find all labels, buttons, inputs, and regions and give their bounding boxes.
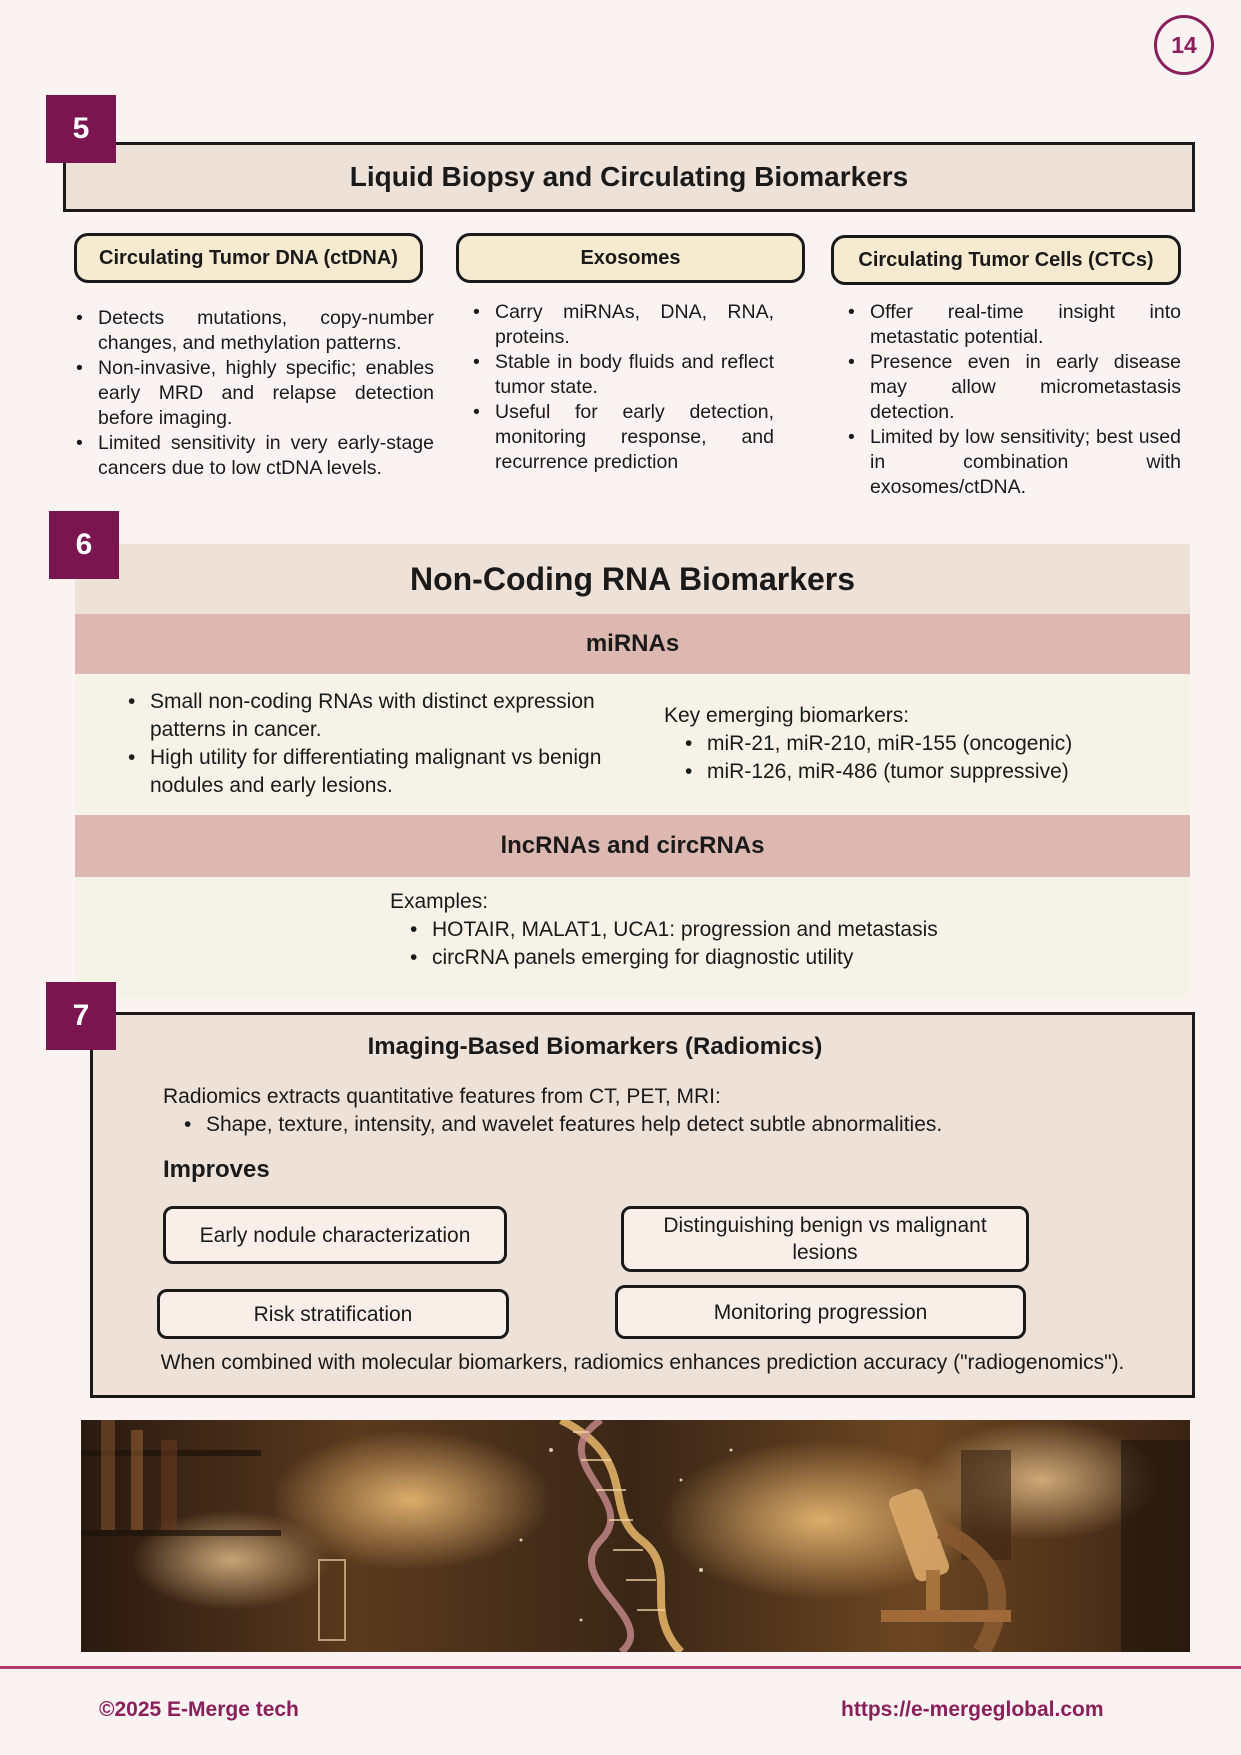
key-biomarkers-lead: Key emerging biomarkers:: [664, 704, 910, 727]
section-7-badge: 7: [46, 982, 116, 1050]
distinguishing-box: Distinguishing benign vs malignant lesions: [621, 1206, 1029, 1272]
list-item: • miR-21, miR-210, miR-155 (oncogenic): [683, 730, 1163, 758]
section-7-panel: [90, 1012, 1195, 1398]
mirna-bullet-list: [126, 688, 646, 800]
section-5-title: Liquid Biopsy and Circulating Biomarkers: [63, 142, 1195, 212]
early-nodule-box: Early nodule characterization: [163, 1206, 507, 1264]
exosomes-bullet-list: [471, 300, 774, 475]
ctcs-heading: Circulating Tumor Cells (CTCs): [831, 235, 1181, 285]
list-item: • High utility for differentiating malignant vs benign nodules and early lesions.: [126, 744, 646, 800]
section-6-title: Non-Coding RNA Biomarkers: [75, 544, 1190, 614]
list-item: • HOTAIR, MALAT1, UCA1: progression and metastasis: [408, 916, 1028, 944]
radiomics-intro: Radiomics extracts quantitative features from CT, PET, MRI:: [163, 1085, 721, 1108]
section-7-title: Imaging-Based Biomarkers (Radiomics): [367, 1033, 823, 1060]
footer-divider: [0, 1666, 1241, 1669]
monitoring-progression-box: Monitoring progression: [615, 1285, 1026, 1339]
examples-lead: Examples:: [390, 890, 489, 913]
section-6-badge: 6: [49, 511, 119, 579]
list-item: • Stable in body fluids and reflect tumor state.: [471, 350, 774, 400]
lncrnas-heading: lncRNAs and circRNAs: [75, 815, 1190, 877]
list-item: • Shape, texture, intensity, and wavelet features help detect subtle abnormalities.: [182, 1111, 1142, 1139]
list-item: • miR-126, miR-486 (tumor suppressive): [683, 758, 1163, 786]
list-item: • Presence even in early disease may allow micrometastasis detection.: [846, 350, 1181, 425]
lab-dna-banner-image: [81, 1420, 1190, 1652]
list-item: • Limited by low sensitivity; best used in combination with exosomes/ctDNA.: [846, 425, 1181, 500]
improves-label: Improves: [163, 1156, 270, 1183]
list-item: • Small non-coding RNAs with distinct expression patterns in cancer.: [126, 688, 646, 744]
page-number: 14: [1154, 15, 1214, 75]
ctcs-bullet-list: [846, 300, 1181, 500]
risk-stratification-box: Risk stratification: [157, 1289, 509, 1339]
list-item: • Carry miRNAs, DNA, RNA, proteins.: [471, 300, 774, 350]
radiogenomics-note: When combined with molecular biomarkers, radiomics enhances prediction accuracy ("radiogenomics").: [160, 1351, 1125, 1374]
list-item: • Useful for early detection, monitoring response, and recurrence prediction: [471, 400, 774, 475]
exosomes-heading: Exosomes: [456, 233, 805, 283]
footer-copyright: ©2025 E-Merge tech: [99, 1698, 299, 1721]
examples-list: [408, 916, 1028, 972]
footer-url-link[interactable]: https://e-mergeglobal.com: [841, 1698, 1104, 1721]
section-5-badge: 5: [46, 95, 116, 163]
list-item: • Non-invasive, highly specific; enables early MRD and relapse detection before imaging.: [74, 356, 434, 431]
radiomics-features-list: [182, 1111, 1142, 1139]
list-item: • Detects mutations, copy-number changes, and methylation patterns.: [74, 306, 434, 356]
key-biomarkers-list: [683, 730, 1163, 786]
list-item: • Offer real-time insight into metastatic potential.: [846, 300, 1181, 350]
mirnas-heading: miRNAs: [75, 614, 1190, 674]
list-item: • circRNA panels emerging for diagnostic utility: [408, 944, 1028, 972]
ctdna-bullet-list: [74, 306, 434, 481]
list-item: • Limited sensitivity in very early-stage cancers due to low ctDNA levels.: [74, 431, 434, 481]
ctdna-heading: Circulating Tumor DNA (ctDNA): [74, 233, 423, 283]
